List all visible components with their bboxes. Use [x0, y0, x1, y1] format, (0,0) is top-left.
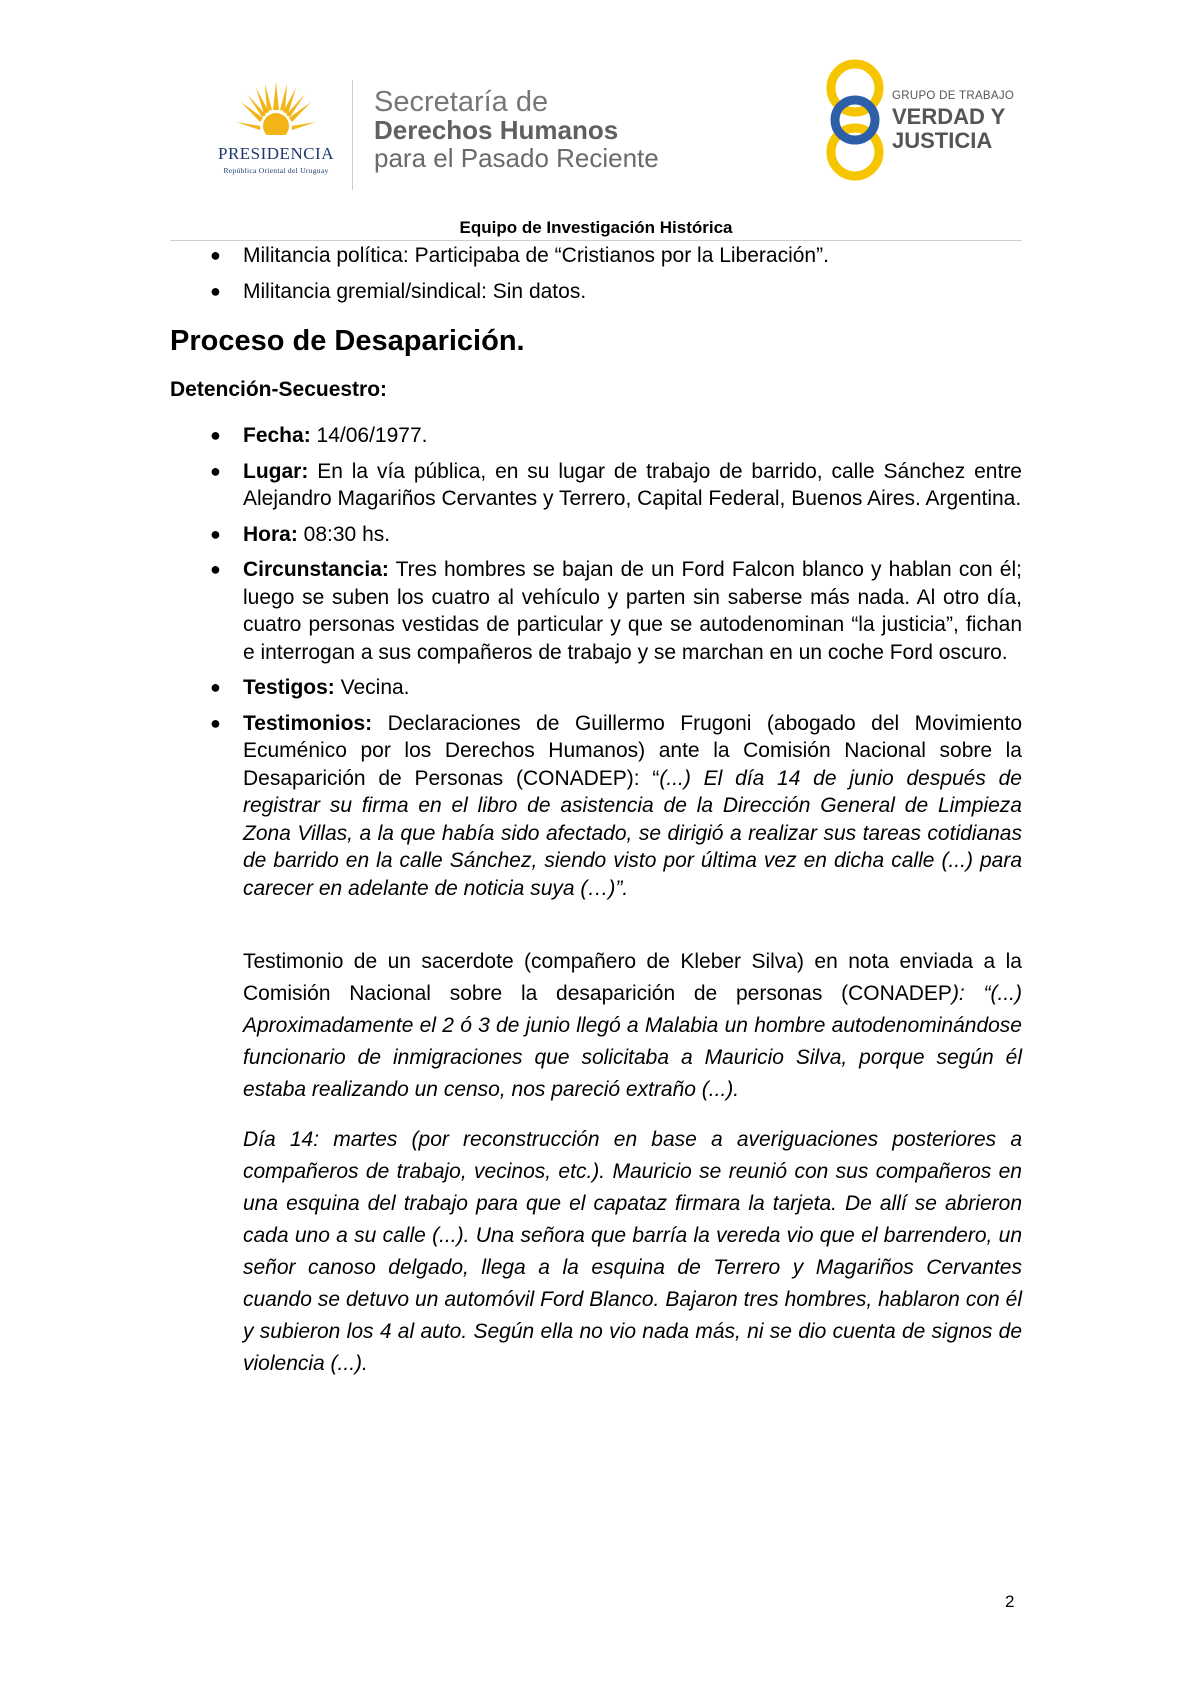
presidencia-name: PRESIDENCIA	[217, 144, 334, 163]
gvj-line2: VERDAD Y	[892, 104, 1006, 129]
bullet-icon: ●	[210, 280, 221, 301]
dia14-paragraph: Día 14: martes (por reconstrucción en base a averiguaciones posteriores a compañeros de trabajo, vecinos, etc.). Mauricio se reunió con sus compañeros en una esquina del trabajo para que el capataz firmara la tarjeta. De allí se abrieron cada uno a su calle (...). Una señora que barría la vereda vio que el barrendero, un señor canoso delgado, llega a la esquina de Terrero y Magariños Cervantes cuando se detuvo un automóvil Ford Blanco. Bajaron tres hombres, hablaron con él y subieron los 4 al auto. Según ella no vio nada más, ni se dio cuenta de signos de violencia (...).	[243, 1128, 1022, 1375]
presidencia-logo	[196, 82, 356, 182]
hora-value: 08:30 hs.	[297, 522, 391, 546]
section-title: Proceso de Desaparición.	[170, 325, 525, 357]
list-item	[170, 556, 1022, 666]
detencion-list	[170, 422, 1022, 902]
secretaria-line1: Secretaría de	[374, 86, 549, 118]
bullet-icon: ●	[210, 677, 221, 697]
militancia-list	[170, 242, 1022, 305]
secretaria-line3: para el Pasado Reciente	[374, 143, 659, 173]
bullet-icon: ●	[210, 712, 221, 733]
testimonios-value: Declaraciones de Guillermo Frugoni (abogado del Movimiento Ecuménico por los Derechos Humanos) ante la Comisión Nacional sobre la Desaparición de Personas (CONADEP): “	[243, 711, 1022, 790]
page-number: 2	[1005, 1592, 1015, 1611]
fecha-label: Fecha:	[243, 424, 311, 447]
list-item	[170, 710, 1022, 903]
militancia-politica: Militancia política: Participaba de “Cristianos por la Liberación”.	[243, 244, 829, 267]
testimonios-quote: (...) El día 14 de junio después de registrar su firma en el libro de asistencia de la Dirección General de Limpieza Zona Villas, a la que había sido afectado, se dirigió a realizar sus tareas cotidianas de barrido en la calle Sánchez, siendo visto por última vez en dicha calle (...) para carecer en adelante de noticia suya (…)”.	[243, 766, 1022, 900]
testimonio-sacerdote	[170, 946, 1022, 1106]
bullet-icon: ●	[210, 559, 221, 579]
team-title: Equipo de Investigación Histórica	[459, 218, 733, 237]
circunstancia-value: Tres hombres se bajan de un Ford Falcon blanco y hablan con él; luego se suben los cuatro al vehículo y parten sin saberse más nada. Al otro día, cuatro personas vestidas de particular y que se autodenominan “la justicia”, fichan e interrogan a sus compañeros de trabajo y se marchan en un coche Ford oscuro.	[243, 558, 1022, 664]
list-item	[170, 422, 1022, 450]
lugar-value: En la vía pública, en su lugar de trabajo de barrido, calle Sánchez entre Alejandro Magariños Cervantes y Terrero, Capital Federal, Buenos Aires. Argentina.	[243, 459, 1022, 510]
fecha-value: 14/06/1977.	[310, 424, 428, 447]
list-item	[170, 242, 1022, 270]
header-divider	[170, 240, 1022, 241]
bullet-icon: ●	[210, 425, 221, 445]
bullet-icon: ●	[210, 523, 221, 544]
verdad-justicia-logo	[820, 58, 1030, 183]
testimonio-sacerdote-quote: ): “(...) Aproximadamente el 2 ó 3 de junio llegó a Malabia un hombre autodenominándose funcionario de inmigraciones que solicitaba a Mauricio Silva, porque según él estaba realizando un censo, nos pareció extraño (...).	[243, 982, 1022, 1101]
sun-icon	[236, 82, 316, 142]
secretaria-title	[374, 88, 659, 172]
document-body	[170, 242, 1022, 1380]
list-item	[170, 458, 1022, 513]
lugar-label: Lugar:	[243, 459, 309, 483]
testimonio-sacerdote-text: Testimonio de un sacerdote (compañero de Kleber Silva) en nota enviada a la Comisión Nacional sobre la desaparición de personas (CONADEP	[243, 950, 1022, 1005]
rings-icon	[820, 58, 890, 183]
gvj-line3: JUSTICIA	[892, 128, 993, 153]
gvj-line1: GRUPO DE TRABAJO	[892, 90, 1015, 102]
bullet-icon: ●	[210, 245, 221, 265]
page-header	[0, 0, 1191, 240]
militancia-gremial: Militancia gremial/sindical: Sin datos.	[243, 279, 587, 303]
presidencia-subtitle: República Oriental del Uruguay	[223, 166, 329, 175]
list-item	[170, 674, 1022, 702]
list-item	[170, 278, 1022, 306]
hora-label: Hora:	[243, 522, 298, 546]
subsection-title: Detención-Secuestro:	[170, 378, 388, 401]
testigos-label: Testigos:	[243, 676, 335, 699]
logo-divider	[352, 80, 353, 190]
bullet-icon: ●	[210, 460, 221, 481]
testigos-value: Vecina.	[334, 676, 410, 699]
secretaria-line2: Derechos Humanos	[374, 115, 619, 145]
testimonios-label: Testimonios:	[243, 711, 373, 735]
circunstancia-label: Circunstancia:	[243, 558, 389, 581]
list-item	[170, 521, 1022, 549]
